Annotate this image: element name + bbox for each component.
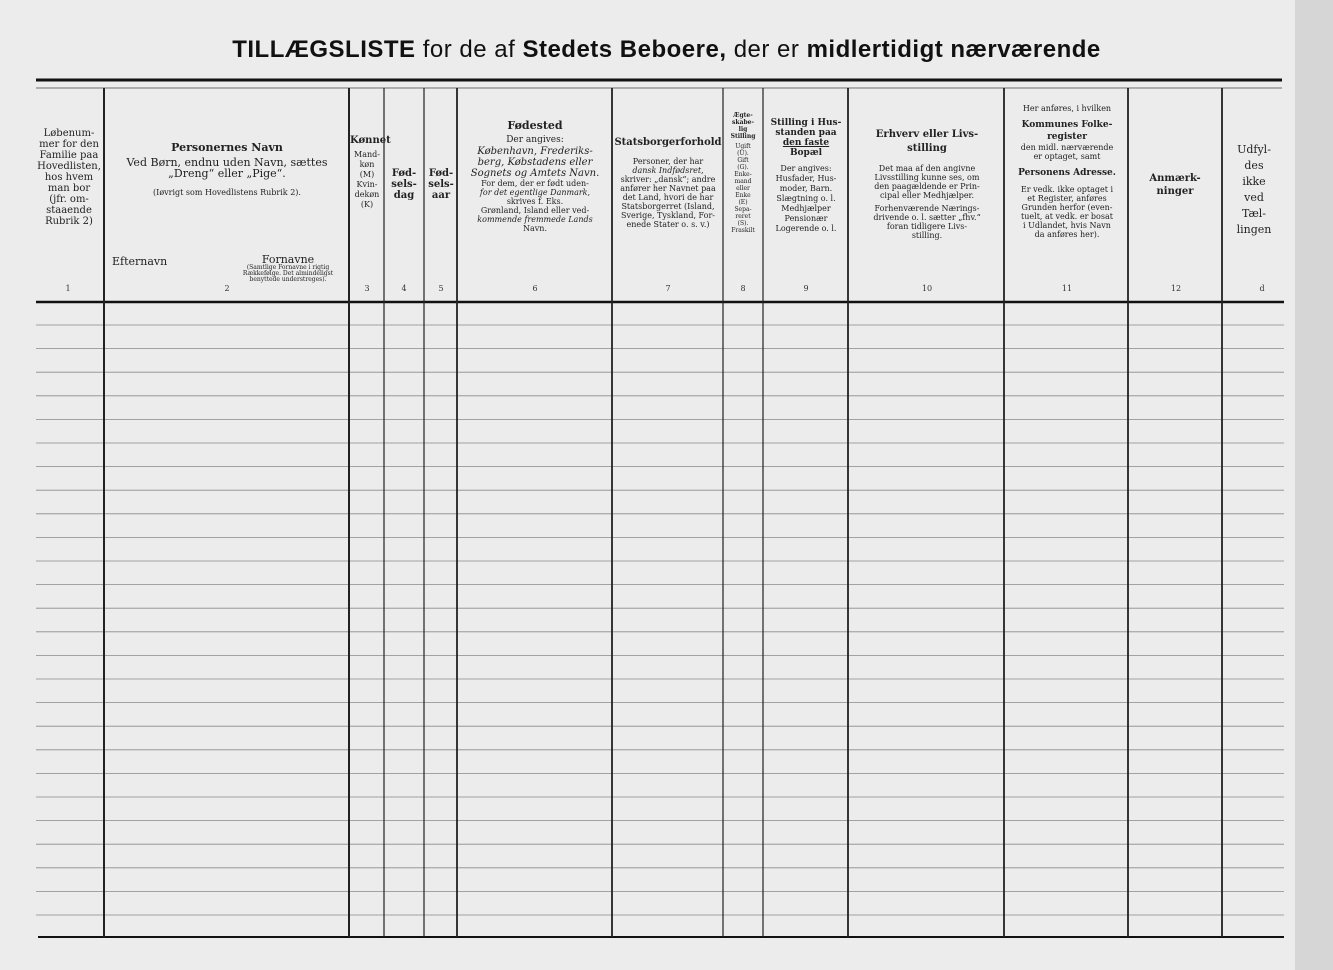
col-11-line: et Register, anføres — [1027, 194, 1107, 203]
col-d-line: Tæl- — [1241, 207, 1267, 220]
col-8-line: (G). — [737, 164, 749, 171]
col-d-line: ikke — [1242, 175, 1266, 188]
col-4-header — [385, 168, 423, 201]
col-number: 4 — [401, 284, 407, 293]
col-11-line: Personens Adresse. — [1018, 168, 1116, 178]
col-number: 5 — [438, 284, 444, 293]
col-number: 9 — [803, 284, 809, 293]
col-2-line: „Dreng“ eller „Pige“. — [168, 167, 286, 180]
col-11-line: da anføres her). — [1034, 230, 1100, 239]
col-3-line: (M) — [359, 170, 375, 179]
col-number: 7 — [665, 284, 671, 293]
col-8-line: Enke- — [734, 171, 752, 178]
col-d-line: lingen — [1236, 223, 1272, 236]
col-8-line: eller — [736, 185, 750, 192]
col-3-line: Kvin- — [356, 180, 378, 189]
col-8-line: mand — [734, 178, 752, 185]
col-7-line: Statsborgerret (Island, — [621, 202, 715, 211]
col-3-header — [350, 135, 391, 210]
col-number: d — [1259, 284, 1265, 293]
col-11-line: Er vedk. ikke optaget i — [1020, 185, 1114, 194]
col-8-line: skabe- — [732, 119, 754, 126]
col-11-line: register — [1047, 132, 1087, 142]
col-9-line: Der angives: — [780, 164, 832, 173]
col-d-line: des — [1244, 159, 1264, 172]
col-2-surname-label: Efternavn — [112, 255, 168, 268]
col-number: 3 — [364, 284, 370, 293]
col-10-line: drivende o. l. sætter „fhv.“ — [873, 213, 981, 222]
col-4-line: sels- — [391, 179, 417, 190]
col-6-line: skrives f. Eks. — [506, 197, 564, 206]
col-6-line: Sognets og Amtets Navn. — [470, 168, 600, 179]
row-lines — [36, 325, 1284, 915]
col-d-line: ved — [1244, 191, 1264, 204]
col-3-line: dekøn — [354, 190, 380, 199]
col-8-line: Enke — [735, 192, 751, 199]
col-number: 6 — [532, 284, 538, 293]
col-6-line: berg, Købstadens eller — [477, 157, 593, 168]
col-8-line: lig — [738, 126, 748, 133]
col-9-line: Medhjælper — [781, 204, 831, 213]
col-6-line: København, Frederiks- — [477, 146, 593, 157]
title-part-5: midlertidigt nærværende — [806, 36, 1101, 63]
col-10-title: Erhverv eller Livs- — [875, 129, 979, 140]
col-6-line: for det egentlige Danmark, — [479, 188, 591, 197]
col-5-line: aar — [431, 190, 451, 201]
col-number: 8 — [740, 284, 746, 293]
col-number: 2 — [224, 284, 230, 293]
col-8-line: (E) — [738, 199, 748, 206]
col-6-header — [460, 120, 610, 233]
col-10-line: foran tidligere Livs- — [886, 222, 968, 231]
col-9-line: moder, Barn. — [779, 184, 833, 193]
col-2-title: Personernes Navn — [171, 141, 283, 154]
col-9-header — [764, 118, 848, 234]
col-11-line: er optaget, samt — [1033, 152, 1101, 161]
col-11-line: Kommunes Folke- — [1021, 120, 1113, 130]
title-part-4: der er — [733, 36, 800, 63]
col-7-title: Statsborgerforhold — [614, 137, 722, 148]
col-9-line: Logerende o. l. — [775, 224, 837, 233]
col-7-header — [614, 138, 722, 229]
col-9-line: Husfader, Hus- — [775, 174, 837, 183]
col-12-header — [1130, 172, 1220, 198]
title-part-3: Stedets Beboere, — [522, 36, 727, 63]
col-1-line: hos hvem — [44, 172, 94, 183]
col-6-line: For dem, der er født uden- — [481, 179, 589, 188]
col-2-firstnames-note: (Samtlige Fornavne i rigtig Rækkefølge. Det almindeligst benyttede understreges). — [242, 264, 334, 283]
col-9-title: Stilling i Hus- — [770, 118, 842, 128]
col-4-title: Fød- — [391, 168, 417, 179]
col-12-line: ninger — [1156, 186, 1194, 197]
col-10-line: Livsstilling kunne ses, om — [874, 173, 980, 182]
col-2-line: (Iøvrigt som Hovedlistens Rubrik 2). — [153, 188, 301, 197]
col-6-title: Fødested — [507, 119, 563, 132]
col-8-line: Ugift — [735, 143, 751, 150]
col-7-line: anfører her Navnet paa — [620, 184, 716, 193]
col-number: 1 — [65, 284, 71, 293]
col-10-line: stilling. — [911, 231, 943, 240]
col-7-line: det Land, hvori de har — [622, 193, 714, 202]
col-12-title: Anmærk- — [1149, 173, 1201, 184]
col-11-line: Grunden herfor (even- — [1021, 203, 1113, 212]
col-5-header — [425, 168, 457, 201]
col-10-line: stilling — [907, 143, 947, 154]
col-9-line: den faste — [782, 138, 830, 148]
col-5-line: sels- — [428, 179, 454, 190]
col-7-line: Personer, der har — [632, 157, 704, 166]
col-5-title: Fød- — [428, 168, 454, 179]
col-2-firstnames-label — [232, 254, 344, 283]
title-part-2: for de af — [422, 36, 516, 63]
col-6-line: Navn. — [523, 224, 547, 233]
col-9-line: Bopæl — [789, 148, 823, 158]
col-d-header — [1224, 142, 1284, 238]
col-2-line: Ved Børn, endnu uden Navn, sættes — [126, 156, 328, 169]
col-2-firstnames: Fornavne — [261, 253, 315, 266]
col-7-line: enede Stater o. s. v.) — [626, 220, 710, 229]
col-6-line: Der angives: — [506, 135, 564, 145]
col-1-line: staaende — [46, 205, 92, 216]
col-number: 10 — [921, 284, 933, 293]
col-1-line: Rubrik 2) — [45, 216, 93, 227]
col-number: 12 — [1170, 284, 1182, 293]
col-8-line: Stilling — [730, 133, 756, 140]
col-1-header — [34, 128, 104, 227]
col-3-line: (K) — [360, 200, 374, 209]
col-11-line: tuelt, at vedk. er bosat — [1021, 212, 1113, 221]
col-3-line: Mand- — [354, 150, 380, 159]
col-11-header — [1006, 104, 1128, 239]
col-1-line: Familie paa — [39, 150, 99, 161]
col-10-header — [852, 128, 1002, 240]
col-8-line: reret — [735, 213, 751, 220]
col-1-line: Hovedlisten, — [37, 161, 101, 172]
col-8-line: Sepa- — [734, 206, 752, 213]
col-8-line: (U). — [737, 150, 749, 157]
col-8-line: Fraskilt — [731, 227, 755, 234]
col-number: 11 — [1061, 284, 1073, 293]
col-8-title: Ægte- — [733, 112, 753, 119]
col-1-line: mer for den — [39, 139, 99, 150]
col-10-line: Forhenværende Nærings- — [874, 204, 980, 213]
col-10-line: Det maa af den angivne — [878, 164, 976, 173]
col-11-line: den midl. nærværende — [1020, 143, 1114, 152]
col-8-line: Gift — [737, 157, 749, 164]
col-2-header — [108, 142, 346, 198]
col-10-line: den paagældende er Prin- — [874, 182, 980, 191]
col-11-title: Her anføres, i hvilken — [1022, 104, 1112, 113]
col-d-line: Udfyl- — [1237, 143, 1271, 156]
col-1-line: (jfr. om- — [49, 194, 89, 205]
col-8-header — [724, 112, 762, 234]
col-8-line: (S). — [737, 220, 749, 227]
col-1-line: Løbenum- — [43, 128, 95, 139]
col-1-line: man bor — [47, 183, 91, 194]
col-7-line: Sverige, Tyskland, For- — [620, 211, 715, 220]
col-4-line: dag — [393, 190, 415, 201]
col-9-line: standen paa — [775, 128, 837, 138]
col-7-line: skriver: „dansk“; andre — [620, 175, 716, 184]
col-9-line: Pensionær — [784, 214, 828, 223]
col-3-title: Kønnet — [350, 135, 391, 146]
col-10-line: cipal eller Medhjælper. — [879, 191, 975, 200]
col-7-line: dansk Indfødsret, — [632, 166, 704, 175]
col-11-line: i Udlandet, hvis Navn — [1023, 221, 1111, 230]
col-6-line: kommende fremmede Lands — [477, 215, 593, 224]
col-6-line: Grønland, Island eller ved- — [480, 206, 590, 215]
col-3-line: køn — [359, 160, 375, 169]
title-part-1: TILLÆGSLISTE — [232, 36, 416, 63]
col-9-line: Slægtning o. l. — [776, 194, 836, 203]
